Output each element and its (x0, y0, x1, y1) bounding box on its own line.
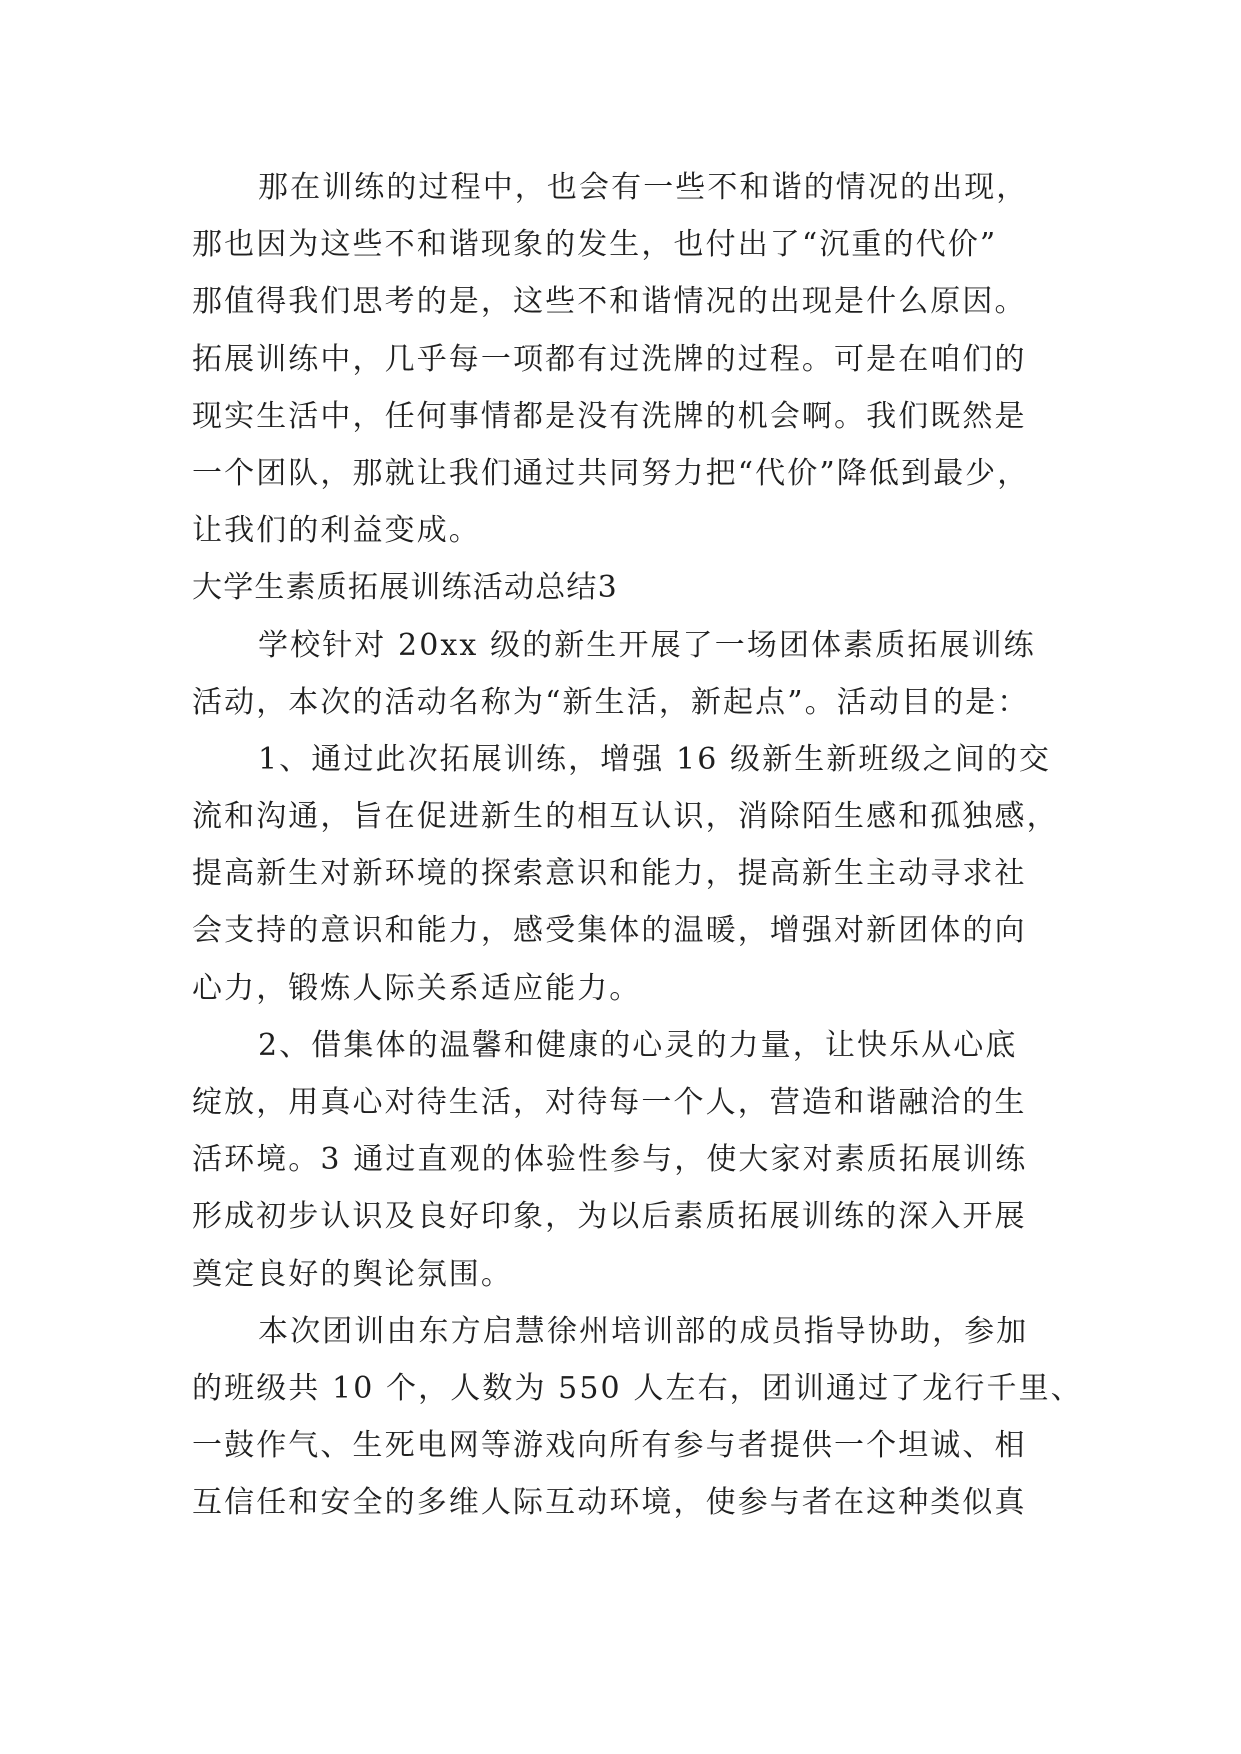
text-line: 让我们的利益变成。 (192, 513, 481, 549)
section-heading: 大学生素质拓展训练活动总结3 (192, 570, 618, 606)
text-line: 活动，本次的活动名称为“新生活，新起点”。活动目的是： (192, 684, 1030, 720)
text-line: 会支持的意识和能力，感受集体的温暖，增强对新团体的向 (192, 913, 1027, 949)
text-line: 现实生活中，任何事情都是没有洗牌的机会啊。我们既然是 (192, 398, 1027, 434)
text-line: 心力，锻炼人际关系适应能力。 (192, 970, 642, 1006)
text-line: 2、借集体的温馨和健康的心灵的力量，让快乐从心底 (258, 1027, 1018, 1063)
text-line: 那在训练的过程中，也会有一些不和谐的情况的出现， (258, 170, 1029, 205)
text-line: 学校针对 20xx 级的新生开展了一场团体素质拓展训练 (258, 627, 1036, 663)
text-line: 的班级共 10 个，人数为 550 人左右，团训通过了龙行千里、 (192, 1370, 1083, 1406)
document-body (192, 159, 1083, 1532)
text-line: 1、通过此次拓展训练，增强 16 级新生新班级之间的交 (258, 741, 1052, 777)
text-line: 拓展训练中，几乎每一项都有过洗牌的过程。可是在咱们的 (192, 341, 1027, 377)
text-line: 提高新生对新环境的探索意识和能力，提高新生主动寻求社 (192, 856, 1027, 892)
text-line: 奠定良好的舆论氛围。 (192, 1256, 513, 1292)
text-line: 一个团队，那就让我们通过共同努力把“代价”降低到最少， (192, 455, 1030, 491)
text-line: 一鼓作气、生死电网等游戏向所有参与者提供一个坦诚、相 (192, 1428, 1027, 1464)
text-line: 形成初步认识及良好印象，为以后素质拓展训练的深入开展 (192, 1199, 1027, 1235)
text-line: 绽放，用真心对待生活，对待每一个人，营造和谐融洽的生 (192, 1085, 1027, 1120)
text-line: 活环境。3 通过直观的体验性参与，使大家对素质拓展训练 (192, 1142, 1028, 1178)
text-line: 那也因为这些不和谐现象的发生，也付出了“沉重的代价” (192, 227, 998, 263)
text-line: 流和沟通，旨在促进新生的相互认识，消除陌生感和孤独感， (192, 799, 1059, 835)
text-line: 那值得我们思考的是，这些不和谐情况的出现是什么原因。 (192, 284, 1027, 320)
text-line: 本次团训由东方启慧徐州培训部的成员指导协助，参加 (258, 1313, 1029, 1349)
text-line: 互信任和安全的多维人际互动环境，使参与者在这种类似真 (192, 1485, 1027, 1521)
